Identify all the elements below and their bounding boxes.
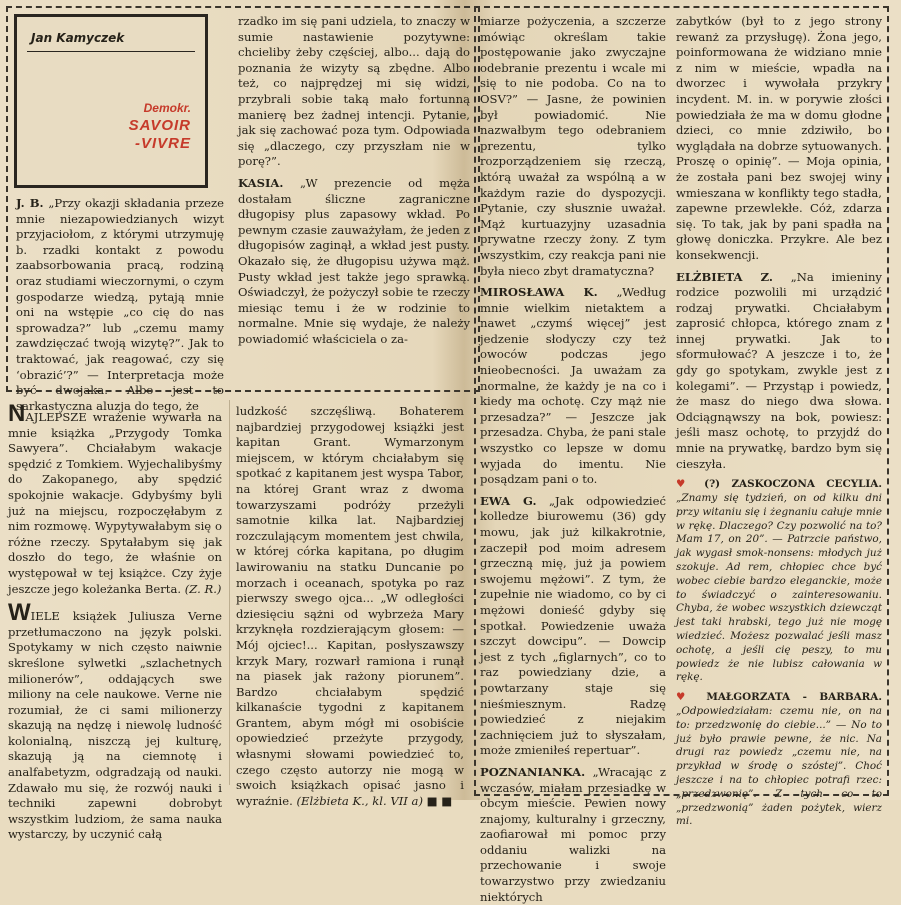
essay-signature: (Z. R.) [184, 581, 222, 596]
letter-body: miarze pożyczenia, a szczerze mówiąc określam takie postępowanie jako zwyczajne odebranie prezentu i wcale mi się to nie podoba. Co na to OSV?” — Jasne, że powinien był powiadomić. Nie nazwałbym tego odebraniem prezentu, tylko rozporządzeniem się rzeczą, którą uważał za wspólną a w każdym razie do dyspozycji. Pytanie, czy słusznie uważał. Mąż kurtuazyjny uzasadnia prywatne rzeczy żony. Z tym wszystkim, czy reakcja pani nie była nieco zbyt dramatyczna? [480, 14, 666, 278]
column-rule [229, 400, 230, 785]
letter-jb [16, 196, 225, 413]
letter-body: „Na imieniny rodzice pozwolili mi urządzić rodzaj prywatki. Chciałabym zaprosić chłopca, którego znam z innej prywatki. Jak to sformułować? A jeszcze i to, że gdy go spotykam, zwykle jest z kolegami”. — Przystąp i powiedz, że masz do niego dwa słowa. Odciągnąwszy na bok, powiesz: jeśli masz ochotę, to przyjdź do mnie na prywatkę, bardzo bym się cieszyła. [676, 269, 882, 471]
heart-icon: ♥ [676, 478, 694, 491]
section-title-line-1: SAVOIR [128, 117, 191, 134]
letter-lead: ELŻBIETA Z. [676, 269, 773, 284]
essay-body: AJLEPSZE wrażenie wywarła na mnie książka „Przygody Tomka Sawyera”. Chciałabym wakacje spędzić z Tomkiem. Wyjechalibyśmy do Zakopanego, aby spędzić spokojnie wakacje. Gdybyśmy byli już na miejscu, rozpoczęłabym z nim rozmowę. Wypytywałabym się o różne rzeczy. Spytałabym się jak doszło do tego, że właśnie on występował w tej książce. Czy żyje jeszcze jego koleżanka Berta. [8, 410, 222, 596]
author-name: Jan Kamyczek [31, 31, 125, 45]
letter-body: „W prezencie od męża dostałam śliczne zagraniczne długopisy plus zapasowy wkład. Po pewnym czasie zauważyłam, że jeden z długopisów zaginął, a wkład jest pusty. Okazało się, że długopisu używa mąż. Pusty wkład jest także jego sprawką. Oświadczył, że pożyczył sobie te rzeczy miesiąc temu i że w rodzinie to normalne. Mnie się wydaje, że należy powiadomić właściciela o za- [238, 175, 470, 346]
letter-body: „Odpowiedziałam: czemu nie, on na to: przedzwonię do ciebie...” — No to już było prawie pewne, że nic. Na drugi raz powiedz „czemu nie, na przykład w środę o szóstej”. Choć jeszcze i na to chłopiec potrafi rzec: „przedzwonię”. Z tych co to „przedzwonią” żaden pożytek, wierz mi. [676, 704, 882, 828]
section-small-label: Demokr. [143, 101, 191, 115]
heart-icon: ♥ [676, 691, 695, 704]
letter-lead: MIROSŁAWA K. [480, 285, 598, 300]
letter-body: „Przy okazji składania przeze mnie niezapowiedzianych wizyt przyjaciołom, z którymi utrzymuję b. rzadki kontakt z powodu zaabsorbowania pracą, rodziną oraz studiami wieczornymi, o czym gospodarze wiedzą, pytają mnie oni na wstępie „co cię do nas sprowadza?” lub „czemu mamy zawdzięczać twoją wizytę?”. Jak to traktować, jak reagować, czy się ‘obrazić’?” — Interpretacja może być dwojaka. Albo jest to sarkastyczna aluzja do tego, że [16, 196, 225, 413]
letter-body: „Wracając z wczasów, miałam przesiadkę w obcym mieście. Pewien nowy znajomy, kulturalny i grzeczny, zaofiarował mi pomoc przy oddaniu walizki na przechowanie i swoje towarzystwo przy zwiedzaniu niektórych [480, 764, 666, 904]
readers-column-2 [236, 404, 464, 808]
column-2-top [238, 14, 470, 386]
essay-body: ludzkość szczęśliwą. Bohaterem najbardziej przygodowej książki jest kapitan Grant. Wymarzonym miejscem, w którym chciałabym się spotkać z kapitanem jest wyspa Tabor, na której Grant wraz z dwoma towarzyszami podróży przeżyli samotnie kilka lat. Najbardziej rozczulającym momentem jest chwila, w której córka kapitana, po długim lawirowaniu na statku Duncanie po morzach i oceanach, spotyka po raz pierwszy swego ojca... „W odległości dziesięciu sążni od wybrzeża Mary krzyknęła rozdzierającym głosem: — Mój ojciec!... Kapitan, posłyszawszy krzyk Mary, rozwarł ramiona i runął na piasek jak rażony piorunem”. Bardzo chciałabym spędzić kilkanaście tygodni z kapitanem Grantem, abym mógł mi osobiście opowiedzieć przeżyte przygody, własnymi słowami powiedzieć to, czego często autorzy nie mogą w swoich książkach opisać jasno i wyraźnie. [236, 404, 464, 808]
letter-lead: J. B. [16, 196, 44, 210]
drop-cap: N [8, 400, 26, 427]
column-3 [480, 14, 666, 904]
essay-signature: (Elżbieta K., kl. VII a) [296, 793, 423, 808]
end-mark-icon: ■ ■ [426, 793, 453, 808]
letter-lead: MAŁGORZATA - BARBARA. [706, 691, 882, 704]
section-title-line-2: -VIVRE [134, 135, 191, 152]
letter-body: rzadko im się pani udziela, to znaczy w sumie nastawienie pozytywne: chcieliby żeby częściej, albo... dają do poznania że wizyty są zbędne. Albo też, co najprędzej mi się widzi, przybrali sobie taką mało fortunną manierę bez żadnej intencji. Pytanie, jak się zachować poza tym. Odpowiada się „dlaczego, czy przyszłam nie w porę?”. [238, 14, 470, 169]
letter-body: „Znamy się tydzień, on od kilku dni przy witaniu się i żegnaniu całuje mnie w rękę. Dlaczego? Czy pozwolić na to? Mam 17, on 20”. — Patrzcie państwo, jak wygasł smok-nonsens: młodych już szokuje. Ad rem, chłopiec chce być wobec ciebie bardzo eleganckie, może to świadczyć o zainteresowaniu. Chyba, że wobec wszystkich dziewcząt jest taki hrabski, tego już nie mogę wiedzieć. Możesz pozwalać jeśli masz ochotę, a jeśli cię peszy, to mu powiedz że nie lubisz całowania w rękę. [676, 492, 882, 684]
letter-lead: (?) ZASKOCZONA CECYLIA. [704, 478, 882, 491]
readers-column-1 [8, 400, 222, 842]
drop-cap: W [8, 599, 31, 627]
letter-lead: POZNANIANKA. [480, 764, 586, 779]
letter-body: „Według mnie wielkim nietaktem a nawet „czymś więcej” jest jedzenie słodyczy czy też owoców podczas jego nieobecności. Ja uważam za normalne, że każdy je na co i kiedy ma ochotę. Czy mąż nie przesadza?” — Jeszcze jak przesadza. Chyba, że pani stale wszystko co lepsze w domu wyjada do imentu. Nie posądzam pani o to. [480, 285, 666, 487]
essay-body: IELE książek Juliusza Verne przetłumaczono na język polski. Spotykamy w nich często naiwnie skreślone sylwetki „szlachetnych milionerów”, oddających swe miliony na cele naukowe. Verne nie rozumiał, że ci sami milionerzy skazują na nędzę i niewolę ludność kolonialną, niszczą jej kulturę, skazują ją na ciemnotę i analfabetyzm, odgradzają od nauki. Zdawało mu się, że rozwój nauki i techniki zapewni dobrobyt wszystkim ludziom, że sama nauka wystarczy, by uczynić całą [8, 609, 222, 842]
letter-lead: KASIA. [238, 175, 284, 190]
letter-lead: EWA G. [480, 493, 537, 508]
letter-body: zabytków (był to z jego strony rewanż za przysługę). Żona jego, poinformowana że widziano mnie z nim w mieście, wpadła na dworzec i wywołała przykry incydent. M. in. w porywie złości powiedziała że ma w domu głodne dzieci, co mnie zdziwiło, bo wyglądała na dobrze sytuowanych. Proszę o opinię”. — Moja opinia, że została pani bez swojej winy wmieszana w konflikty tego stadła, zapewne przewlekłe. Cóż, zdarza się. To tak, jak by pani spadła na głowę doniczka. Przykre. Ale bez konsekwencji. [676, 14, 882, 262]
column-4 [676, 14, 882, 828]
letter-body: „Jak odpowiedzieć kolledze biurowemu (36) gdy mowu, jak już kilkakrotnie, zaczepił pod moim adresem grzeczną mię, już ja powiem swojemu mężowi”. Z tym, że zupełnie nie wiadomo, co by ci mężowi donieść gdyby się spotkał. Powiedzenie uważa szczyt dowcipu”. — Dowcip jest z tych „figlarnych”, co to raz powiedziany dzie, a powtarzany staje się nieśmiesznym. Radzę powiedzieć z niejakim zachnięciem już to słyszałam, może zmieniłeś repertuar”. [480, 493, 666, 758]
